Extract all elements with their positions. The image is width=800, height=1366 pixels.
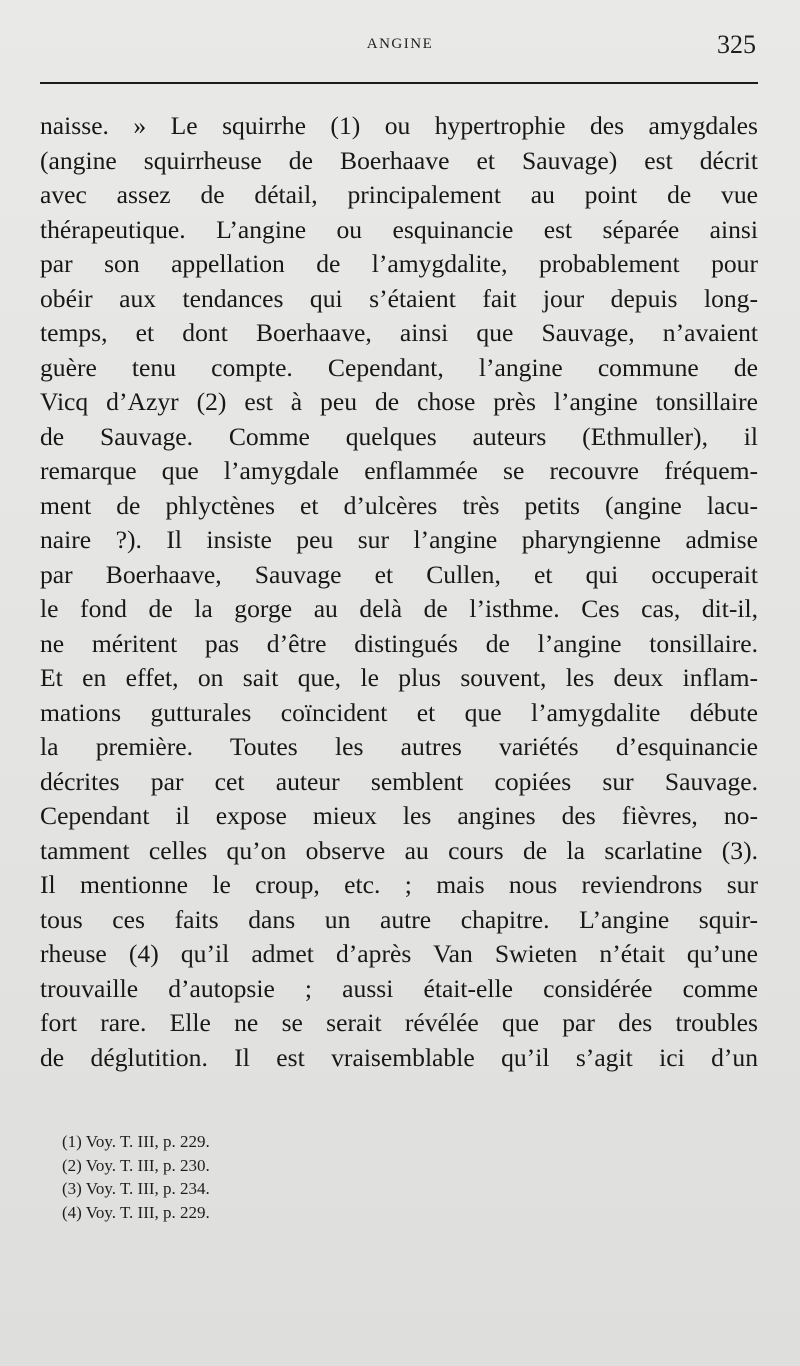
text-line: par Boerhaave, Sauvage et Cullen, et qui occuperait	[40, 559, 758, 589]
text-line: naire ?). Il insiste peu sur l’angine pharyngienne admise	[40, 525, 758, 554]
text-line: Cependant il expose mieux les angines des fièvres, no-	[40, 801, 758, 830]
text-line: thérapeutique. L’angine ou esquinancie est séparée ainsi	[40, 214, 758, 244]
text-line: par son appellation de l’amygdalite, probablement pour	[40, 249, 758, 278]
text-line: tous ces faits dans un autre chapitre. L’angine squir-	[40, 904, 758, 934]
text-line: mations gutturales coïncident et que l’amygdalite débute	[40, 697, 758, 727]
footnotes	[62, 1130, 462, 1224]
text-line: guère tenu compte. Cependant, l’angine commune de	[40, 352, 758, 382]
text-line: ment de phlyctènes et d’ulcères très petits (angine lacu-	[40, 490, 758, 520]
page-number: 325	[717, 30, 756, 59]
text-line: décrites par cet auteur semblent copiées sur Sauvage.	[40, 766, 758, 796]
running-title: ANGINE	[366, 36, 434, 52]
text-line: Et en effet, on sait que, le plus souvent, les deux inflam-	[40, 663, 758, 692]
text-line: trouvaille d’autopsie ; aussi était-elle considérée comme	[40, 973, 758, 1003]
text-line: remarque que l’amygdale enflammée se recouvre fréquem-	[40, 456, 758, 485]
text-line: naisse. » Le squirrhe (1) ou hypertrophie des amygdales	[40, 111, 758, 140]
text-line: la première. Toutes les autres variétés d’esquinancie	[40, 732, 758, 761]
text-line: fort rare. Elle ne se serait révélée que par des troubles	[40, 1008, 758, 1037]
text-line: Vicq d’Azyr (2) est à peu de chose près l’angine tonsillaire	[40, 387, 758, 416]
footnote: (3) Voy. T. III, p. 234.	[62, 1179, 210, 1198]
footnote: (2) Voy. T. III, p. 230.	[62, 1155, 210, 1175]
text-line: tamment celles qu’on observe au cours de la scarlatine (3).	[40, 835, 758, 865]
header-rule	[40, 82, 758, 84]
footnote: (4) Voy. T. III, p. 229.	[62, 1202, 210, 1222]
text-line: rheuse (4) qu’il admet d’après Van Swieten n’était qu’une	[40, 939, 758, 968]
text-line: de Sauvage. Comme quelques auteurs (Ethmuller), il	[40, 421, 758, 451]
text-line: obéir aux tendances qui s’étaient fait jour depuis long-	[40, 283, 758, 313]
text-line: de déglutition. Il est vraisemblable qu’il s’agit ici d’un	[40, 1042, 758, 1072]
text-line: avec assez de détail, principalement au point de vue	[40, 180, 758, 209]
text-line: ne méritent pas d’être distingués de l’angine tonsillaire.	[40, 628, 758, 658]
text-line: temps, et dont Boerhaave, ainsi que Sauvage, n’avaient	[40, 318, 758, 347]
running-head	[40, 30, 760, 64]
text-line: (angine squirrheuse de Boerhaave et Sauvage) est décrit	[40, 145, 758, 175]
footnote: (1) Voy. T. III, p. 229.	[62, 1132, 210, 1151]
text-line: le fond de la gorge au delà de l’isthme. Ces cas, dit-il,	[40, 594, 758, 623]
text-line: Il mentionne le croup, etc. ; mais nous reviendrons sur	[40, 870, 758, 899]
body-text	[40, 109, 758, 1075]
